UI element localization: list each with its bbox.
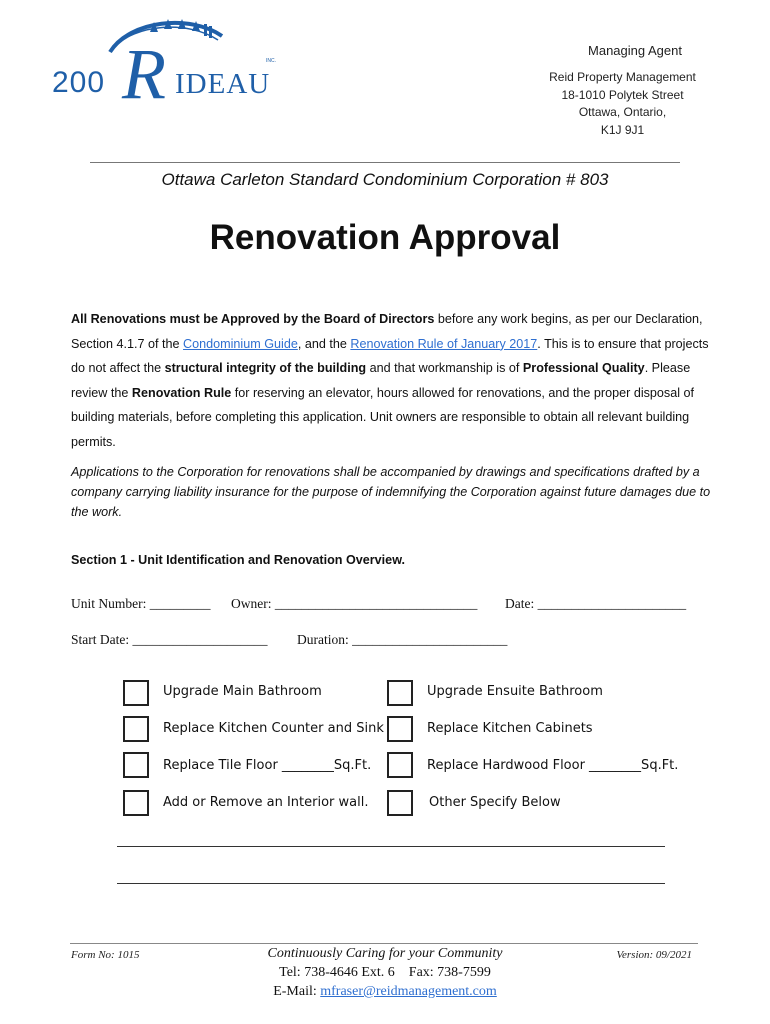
intro-paragraph bbox=[71, 307, 711, 455]
intro-text-4: and that workmanship is of bbox=[366, 361, 523, 376]
footer-tagline: Continuously Caring for your Community bbox=[267, 946, 503, 961]
logo-initial: R bbox=[122, 34, 166, 114]
replace-hardwood-floor-checkbox[interactable] bbox=[387, 752, 413, 778]
intro-text-3: . This is to ensure that projects do not affect the bbox=[71, 336, 709, 376]
intro-text-1: before any work begins, as per our Declaration, Section 4.1.7 of the bbox=[71, 312, 703, 351]
interior-wall-label: Add or Remove an Interior wall. bbox=[163, 795, 369, 810]
logo-inc: INC. bbox=[266, 58, 276, 64]
intro-bold-structural: structural integrity of the building bbox=[164, 361, 367, 376]
address-line-2: 18-1010 Polytek Street bbox=[561, 88, 684, 102]
header-divider bbox=[90, 162, 680, 163]
replace-hardwood-floor-label: Replace Hardwood Floor ________Sq.Ft. bbox=[427, 758, 679, 773]
email-label: E-Mail: bbox=[273, 984, 321, 999]
replace-tile-floor-label: Replace Tile Floor ________Sq.Ft. bbox=[163, 758, 372, 773]
footer-phone: Tel: 738-4646 Ext. 6 Fax: 738-7599 bbox=[279, 965, 491, 980]
renovation-rule-link[interactable]: Renovation Rule of January 2017 bbox=[350, 336, 538, 351]
upgrade-ensuite-bathroom-checkbox[interactable] bbox=[387, 680, 413, 706]
interior-wall-checkbox[interactable] bbox=[123, 790, 149, 816]
date-field[interactable]: Date: ______________________ bbox=[505, 596, 687, 611]
intro-bold-renovation-rule: Renovation Rule bbox=[131, 385, 232, 400]
intro-text-6: for reserving an elevator, hours allowed for renovations, and the proper disposal of building materials, before completing this application. Unit owners are responsible to obtain all relevant building permits. bbox=[71, 385, 695, 449]
intro-bold-quality: Professional Quality bbox=[522, 361, 645, 376]
applications-note: Applications to the Corporation for renovations shall be accompanied by drawings and specifications drafted by a company carrying liability insurance for the purpose of indemnifying the Corporation against future damages due to the work. bbox=[71, 465, 711, 519]
upgrade-main-bathroom-label: Upgrade Main Bathroom bbox=[163, 684, 322, 699]
replace-kitchen-counter-label: Replace Kitchen Counter and Sink bbox=[163, 721, 384, 736]
other-specify-checkbox[interactable] bbox=[387, 790, 413, 816]
address-line-1: Reid Property Management bbox=[549, 70, 696, 84]
replace-kitchen-cabinets-label: Replace Kitchen Cabinets bbox=[427, 721, 593, 736]
intro-text-5: . Please review the bbox=[71, 361, 691, 400]
intro-bold-lead: All Renovations must be Approved by the Board of Directors bbox=[71, 312, 435, 326]
managing-agent-label: Managing Agent bbox=[588, 43, 682, 58]
replace-tile-floor-checkbox[interactable] bbox=[123, 752, 149, 778]
replace-kitchen-cabinets-checkbox[interactable] bbox=[387, 716, 413, 742]
start-date-field[interactable]: Start Date: ____________________ bbox=[71, 632, 268, 647]
footer-divider bbox=[70, 943, 698, 944]
other-specify-label: Other Specify Below bbox=[429, 795, 561, 810]
page-title: Renovation Approval bbox=[209, 218, 561, 257]
section-1-title: Section 1 - Unit Identification and Renovation Overview. bbox=[71, 553, 406, 567]
corporation-name: Ottawa Carleton Standard Condominium Corporation # 803 bbox=[161, 170, 609, 189]
upgrade-ensuite-bathroom-label: Upgrade Ensuite Bathroom bbox=[427, 684, 603, 699]
specify-line-1[interactable] bbox=[117, 846, 665, 847]
logo-wordmark: IDEAU bbox=[175, 68, 271, 100]
upgrade-main-bathroom-checkbox[interactable] bbox=[123, 680, 149, 706]
version-label: Version: 09/2021 bbox=[616, 949, 692, 961]
unit-number-field[interactable]: Unit Number: _________ bbox=[71, 596, 211, 611]
duration-field[interactable]: Duration: _______________________ bbox=[297, 632, 508, 647]
condominium-guide-link[interactable]: Condominium Guide bbox=[183, 336, 298, 351]
email-link[interactable]: mfraser@reidmanagement.com bbox=[320, 984, 497, 999]
logo-number: 200 bbox=[52, 66, 106, 99]
specify-line-2[interactable] bbox=[117, 883, 665, 884]
owner-field[interactable]: Owner: ______________________________ bbox=[231, 596, 478, 611]
logo-200-rideau bbox=[50, 14, 280, 114]
replace-kitchen-counter-checkbox[interactable] bbox=[123, 716, 149, 742]
address-line-3: Ottawa, Ontario, bbox=[578, 105, 667, 119]
form-number: Form No: 1015 bbox=[71, 949, 140, 961]
footer-email bbox=[0, 984, 770, 1000]
intro-text-2: , and the bbox=[297, 336, 351, 351]
address-line-4: K1J 9J1 bbox=[600, 123, 645, 137]
